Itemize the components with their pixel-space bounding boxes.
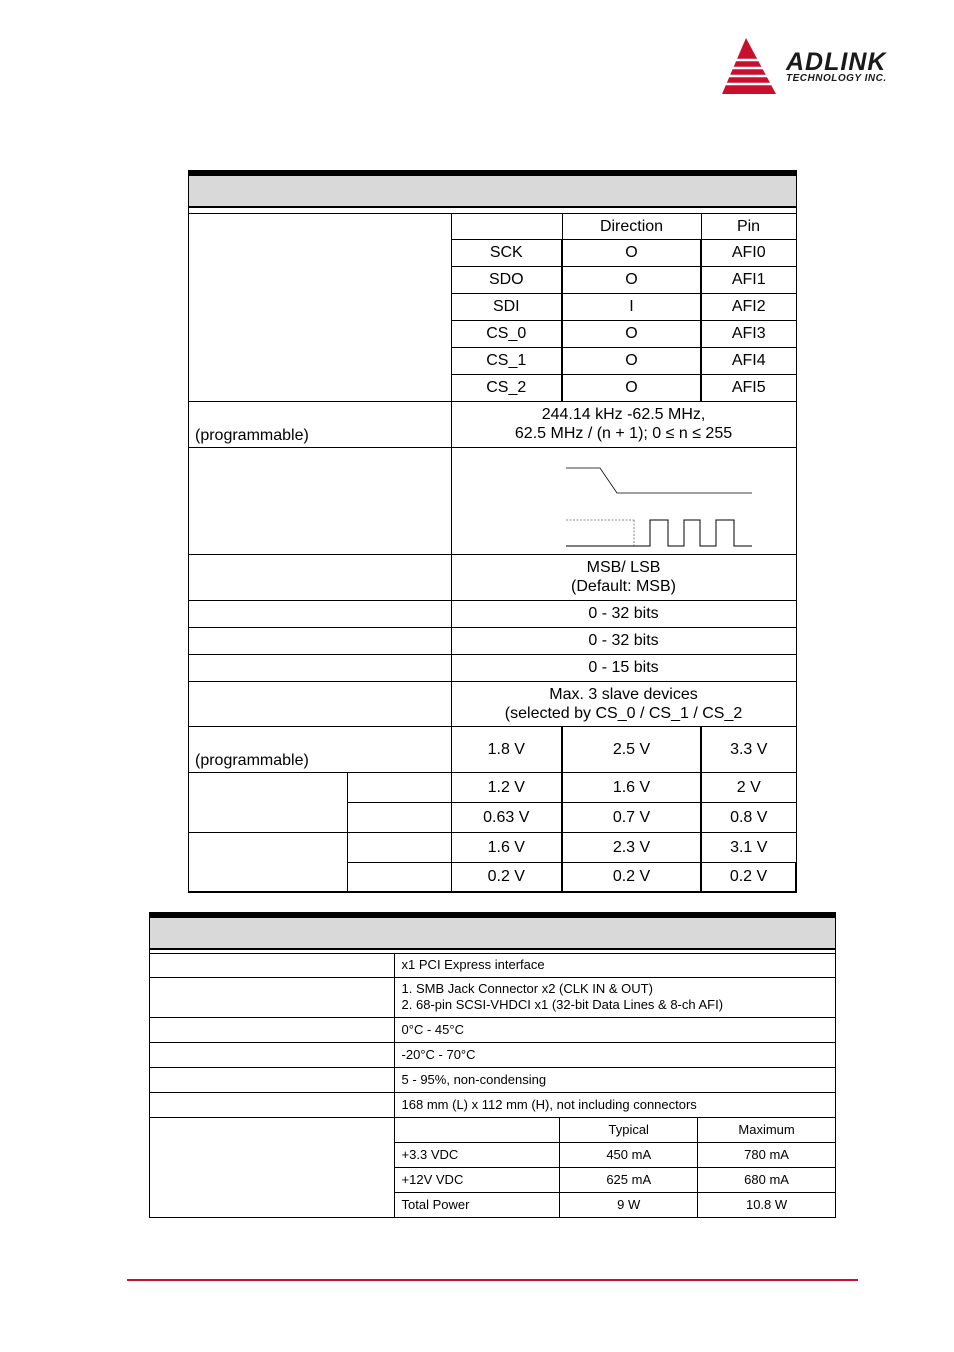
signal-direction: O <box>562 320 701 347</box>
bits-value: 0 - 15 bits <box>451 654 796 681</box>
row-label-cell <box>150 977 395 1017</box>
table-header-band <box>189 173 797 207</box>
bits-label-cell <box>189 600 452 627</box>
row-label-cell <box>150 1042 395 1067</box>
power-label-cell <box>150 1117 395 1217</box>
level-label-cell <box>348 772 451 802</box>
level-value: 0.63 V <box>451 802 562 832</box>
spi-timing-diagram <box>454 448 794 548</box>
logo-subtitle: TECHNOLOGY INC. <box>786 73 887 84</box>
signal-pin: AFI4 <box>701 347 796 374</box>
connector-value <box>394 977 835 1017</box>
clock-value-line2: 62.5 MHz / (n + 1); 0 ≤ n ≤ 255 <box>514 425 733 442</box>
table-row <box>189 554 797 600</box>
signal-pin: AFI1 <box>701 266 796 293</box>
row-label-cell <box>150 1092 395 1117</box>
power-typical: 9 W <box>560 1192 698 1217</box>
table-row <box>150 1092 836 1117</box>
humidity-value: 5 - 95%, non-condensing <box>394 1067 835 1092</box>
signal-name: SDI <box>451 293 562 320</box>
general-spec-table <box>149 912 836 1218</box>
table-row <box>189 600 797 627</box>
voltage-value: 2.5 V <box>562 726 701 772</box>
signal-pin: AFI3 <box>701 320 796 347</box>
connector-line1: 1. SMB Jack Connector x2 (CLK IN & OUT) <box>401 981 653 996</box>
table-row <box>150 977 836 1017</box>
row-label-cell <box>150 953 395 977</box>
order-value-line2: (Default: MSB) <box>571 578 676 595</box>
slave-label-cell <box>189 681 452 726</box>
signal-header-blank <box>451 213 562 239</box>
power-header-blank <box>394 1117 560 1142</box>
direction-header: Direction <box>562 213 701 239</box>
typical-header: Typical <box>560 1117 698 1142</box>
connector-line2: 2. 68-pin SCSI-VHDCI x1 (32-bit Data Lines & 8-ch AFI) <box>401 997 724 1012</box>
table-row <box>189 654 797 681</box>
signal-name: SDO <box>451 266 562 293</box>
voltage-value: 3.3 V <box>701 726 796 772</box>
signal-pin: AFI0 <box>701 239 796 266</box>
level-value: 1.2 V <box>451 772 562 802</box>
logo-wordmark: ADLINK <box>786 48 887 76</box>
order-value-line1: MSB/ LSB <box>586 559 661 576</box>
input-level-group <box>189 772 348 832</box>
signal-name: CS_0 <box>451 320 562 347</box>
table-row <box>150 1042 836 1067</box>
level-value: 2.3 V <box>562 832 701 862</box>
signal-direction: O <box>562 347 701 374</box>
signal-direction: I <box>562 293 701 320</box>
row-label-cell <box>150 1067 395 1092</box>
table-row <box>189 447 797 554</box>
adlink-logo <box>718 36 918 100</box>
level-value: 0.2 V <box>562 862 701 892</box>
level-value: 1.6 V <box>451 832 562 862</box>
dimensions-value: 168 mm (L) x 112 mm (H), not including connectors <box>394 1092 835 1117</box>
table-row <box>189 681 797 726</box>
level-value: 0.8 V <box>701 802 796 832</box>
order-value <box>451 554 796 600</box>
table-row <box>150 1117 836 1142</box>
table-row <box>189 627 797 654</box>
clock-value-line1: 244.14 kHz -62.5 MHz, <box>541 406 706 423</box>
level-label-cell <box>348 802 451 832</box>
slave-value-line2: (selected by CS_0 / CS_1 / CS_2 <box>504 704 743 722</box>
power-maximum: 10.8 W <box>698 1192 836 1217</box>
signal-direction: O <box>562 374 701 401</box>
power-maximum: 780 mA <box>698 1142 836 1167</box>
timing-diagram-cell <box>451 447 796 554</box>
level-value: 0.2 V <box>451 862 562 892</box>
voltage-value: 1.8 V <box>451 726 562 772</box>
footer-divider <box>127 1279 858 1281</box>
level-value: 1.6 V <box>562 772 701 802</box>
table-row <box>189 772 797 802</box>
signal-name: SCK <box>451 239 562 266</box>
spi-spec-table <box>188 170 797 893</box>
signal-label-cell <box>189 213 452 401</box>
operating-temp-value: 0°C - 45°C <box>394 1017 835 1042</box>
clock-label: (programmable) <box>189 401 452 447</box>
level-value: 0.2 V <box>701 862 796 892</box>
signal-pin: AFI5 <box>701 374 796 401</box>
power-rail: +3.3 VDC <box>394 1142 560 1167</box>
storage-temp-value: -20°C - 70°C <box>394 1042 835 1067</box>
signal-name: CS_2 <box>451 374 562 401</box>
level-label-cell <box>348 862 451 892</box>
order-label-cell <box>189 554 452 600</box>
level-value: 2 V <box>701 772 796 802</box>
power-rail: +12V VDC <box>394 1167 560 1192</box>
output-level-group <box>189 832 348 892</box>
level-label-cell <box>348 832 451 862</box>
clock-value <box>451 401 796 447</box>
timing-label-cell <box>189 447 452 554</box>
bits-label-cell <box>189 654 452 681</box>
signal-name: CS_1 <box>451 347 562 374</box>
voltage-label: (programmable) <box>189 726 452 772</box>
table-row <box>150 953 836 977</box>
power-typical: 450 mA <box>560 1142 698 1167</box>
table-row <box>189 832 797 862</box>
row-label-cell <box>150 1017 395 1042</box>
table-row <box>150 1067 836 1092</box>
signal-direction: O <box>562 239 701 266</box>
power-rail: Total Power <box>394 1192 560 1217</box>
maximum-header: Maximum <box>698 1117 836 1142</box>
signal-pin: AFI2 <box>701 293 796 320</box>
pin-header: Pin <box>701 213 796 239</box>
table-row <box>189 401 797 447</box>
level-value: 0.7 V <box>562 802 701 832</box>
bits-value: 0 - 32 bits <box>451 627 796 654</box>
bus-value: x1 PCI Express interface <box>394 953 835 977</box>
table-row <box>150 1017 836 1042</box>
signal-direction: O <box>562 266 701 293</box>
slave-value-line1: Max. 3 slave devices <box>549 685 698 703</box>
bits-value: 0 - 32 bits <box>451 600 796 627</box>
table-header-band <box>150 915 836 949</box>
bits-label-cell <box>189 627 452 654</box>
power-typical: 625 mA <box>560 1167 698 1192</box>
power-maximum: 680 mA <box>698 1167 836 1192</box>
table-row <box>189 726 797 772</box>
slave-value <box>451 681 796 726</box>
level-value: 3.1 V <box>701 832 796 862</box>
